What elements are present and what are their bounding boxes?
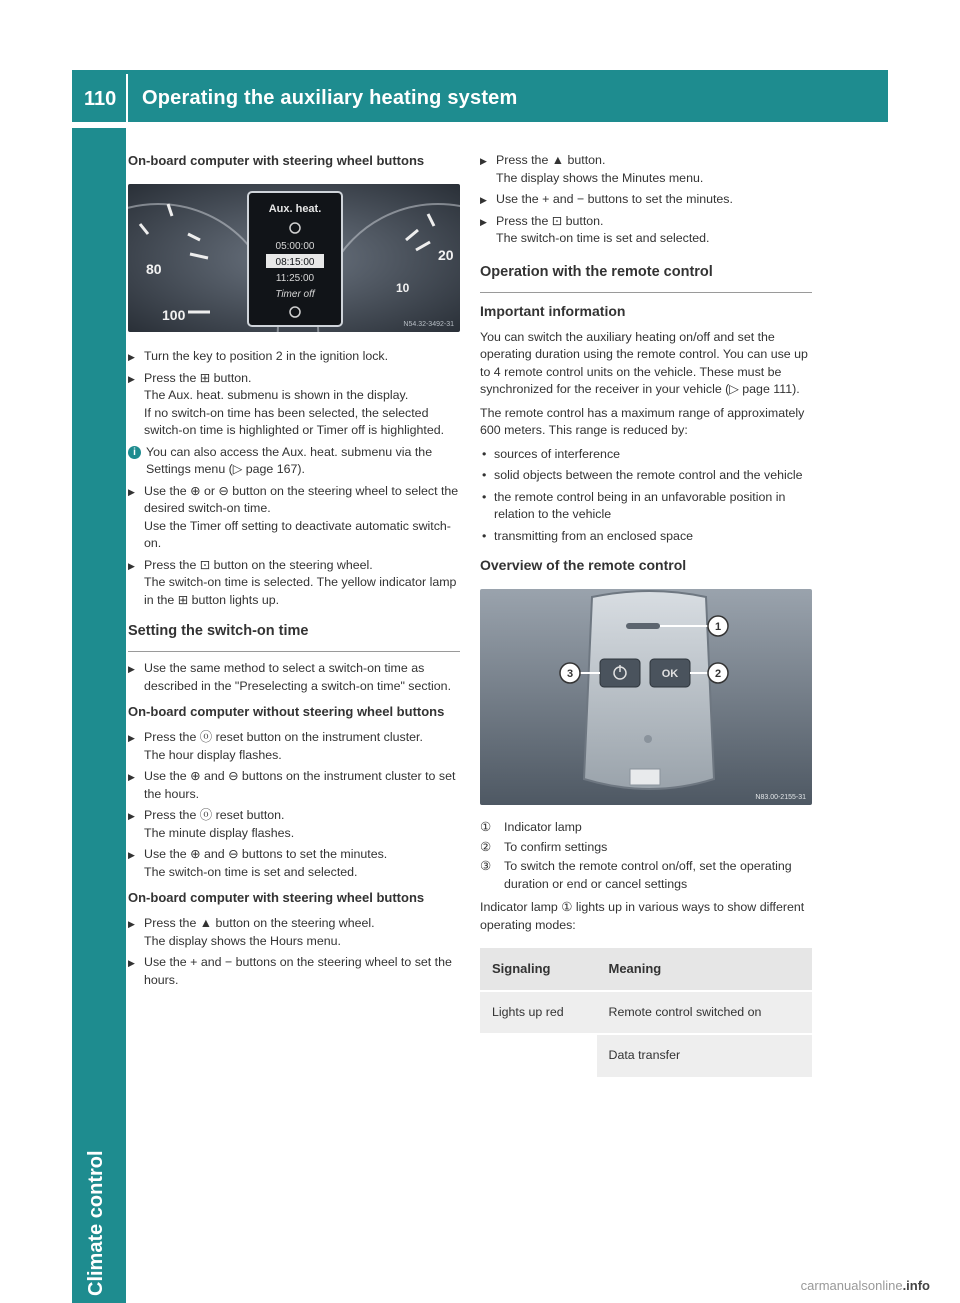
- instruction-step: ▶ Press the ⓞ reset button on the instrument cluster. The hour display flashes.: [128, 729, 460, 764]
- bullet-item: • the remote control being in an unfavorable position in relation to the vehicle: [480, 489, 812, 524]
- display-time-selected: 08:15:00: [275, 257, 315, 268]
- page-number: 110: [84, 88, 117, 110]
- table-cell: [480, 1034, 597, 1078]
- instruction-step: ▶ Use the + and − buttons on the steering wheel to set the hours.: [128, 954, 460, 989]
- dial-label: 20: [438, 247, 454, 263]
- section-heading: On-board computer without steering wheel buttons: [128, 704, 445, 719]
- paragraph: The remote control has a maximum range of approximately 600 meters. This range is reduced by:: [480, 405, 805, 437]
- table-cell: Remote control switched on: [597, 991, 813, 1035]
- instruction-step: ▶ Press the ▲ button. The display shows the Minutes menu.: [480, 152, 812, 187]
- dial-label: 10: [396, 281, 410, 295]
- table-cell: Data transfer: [597, 1034, 813, 1078]
- info-icon: i: [128, 446, 141, 459]
- display-time: 05:00:00: [275, 241, 315, 252]
- instruction-step: ▶ Use the + and − buttons to set the minutes.: [480, 191, 812, 209]
- callout-item: ② To confirm settings: [480, 839, 608, 854]
- instruction-step: ▶ Press the ▲ button on the steering wheel. The display shows the Hours menu.: [128, 915, 460, 950]
- instruction-step: ▶ Use the ⊕ or ⊖ button on the steering wheel to select the desired switch-on time. Use the Timer off setting to deactivate automatic switch-on.: [128, 483, 460, 553]
- section-heading: On-board computer with steering wheel buttons: [128, 890, 425, 905]
- instrument-cluster-figure: [128, 184, 460, 332]
- instruction-step: ▶ Press the ⊡ button. The switch-on time is set and selected.: [480, 213, 812, 248]
- table-header: Signaling: [480, 948, 597, 991]
- display-time: 11:25:00: [275, 273, 315, 284]
- info-note: i You can also access the Aux. heat. submenu via the Settings menu (▷ page 167).: [128, 444, 460, 479]
- remote-control-illustration: [480, 589, 812, 805]
- instruction-step: ▶ Press the ⊞ button. The Aux. heat. submenu is shown in the display. If no switch-on time has been selected, the selected switch-on time is highlighted or Timer off is highlighted.: [128, 370, 460, 440]
- figure-code: N54.32-3492-31: [403, 321, 454, 328]
- callout-item: ③ To switch the remote control on/off, set the operating duration or end or cancel settings: [480, 859, 792, 891]
- subheading: Important information: [480, 302, 626, 319]
- callout-item: ① Indicator lamp: [480, 820, 582, 834]
- callout-number: 1: [714, 621, 722, 633]
- instruction-step: ▶ Use the ⊕ and ⊖ buttons to set the minutes. The switch-on time is set and selected.: [128, 846, 460, 881]
- section-heading: Operation with the remote control: [480, 262, 812, 293]
- callout-number: 3: [566, 668, 574, 680]
- bullet-item: • solid objects between the remote control and the vehicle: [480, 467, 812, 485]
- instrument-cluster-illustration: [128, 184, 460, 332]
- display-timer-off: Timer off: [275, 289, 315, 300]
- side-tab: [72, 128, 126, 1303]
- instruction-step: ▶ Press the ⊡ button on the steering wheel. The switch-on time is selected. The yellow indicator lamp in the ⊞ button lights up.: [128, 557, 460, 610]
- footer-url: carmanualsonline.info: [800, 1278, 930, 1293]
- header-divider: [126, 74, 128, 126]
- remote-control-figure: [480, 589, 812, 805]
- section-heading: On-board computer with steering wheel buttons: [128, 153, 425, 168]
- page-title: Operating the auxiliary heating system: [142, 87, 518, 109]
- table-row: [480, 1034, 812, 1078]
- ok-label: OK: [661, 668, 679, 680]
- instruction-step: ▶ Press the ⓞ reset button. The minute display flashes.: [128, 807, 460, 842]
- section-heading: Setting the switch-on time: [128, 621, 460, 652]
- dial-label: 100: [162, 307, 186, 323]
- table-header: Meaning: [597, 948, 813, 991]
- instruction-step: ▶ Use the ⊕ and ⊖ buttons on the instrument cluster to set the hours.: [128, 768, 460, 803]
- bullet-item: • transmitting from an enclosed space: [480, 528, 812, 546]
- side-tab-label: Climate control: [85, 1150, 107, 1296]
- table-cell: Lights up red: [480, 991, 597, 1035]
- instruction-step: ▶ Use the same method to select a switch-on time as described in the "Preselecting a switch-on time" section.: [128, 660, 460, 695]
- right-column: [480, 152, 812, 1079]
- bullet-item: • sources of interference: [480, 446, 812, 464]
- figure-code: N83.00-2155-31: [755, 794, 806, 801]
- table-row: [480, 991, 812, 1035]
- callout-number: 2: [714, 668, 722, 680]
- left-column: [128, 152, 460, 993]
- dial-label: 80: [146, 261, 162, 277]
- display-title: Aux. heat.: [268, 203, 322, 215]
- instruction-step: ▶ Turn the key to position 2 in the ignition lock.: [128, 348, 460, 366]
- subheading: Overview of the remote control: [480, 557, 687, 573]
- signaling-table: [480, 948, 812, 1079]
- paragraph: Indicator lamp ① lights up in various ways to show different operating modes:: [480, 900, 805, 932]
- paragraph: You can switch the auxiliary heating on/off and set the operating duration using the remote control. You can use up to 4 remote control units on the vehicle. These must be synchronized for the receiver in your vehicle (▷ page 111).: [480, 329, 808, 396]
